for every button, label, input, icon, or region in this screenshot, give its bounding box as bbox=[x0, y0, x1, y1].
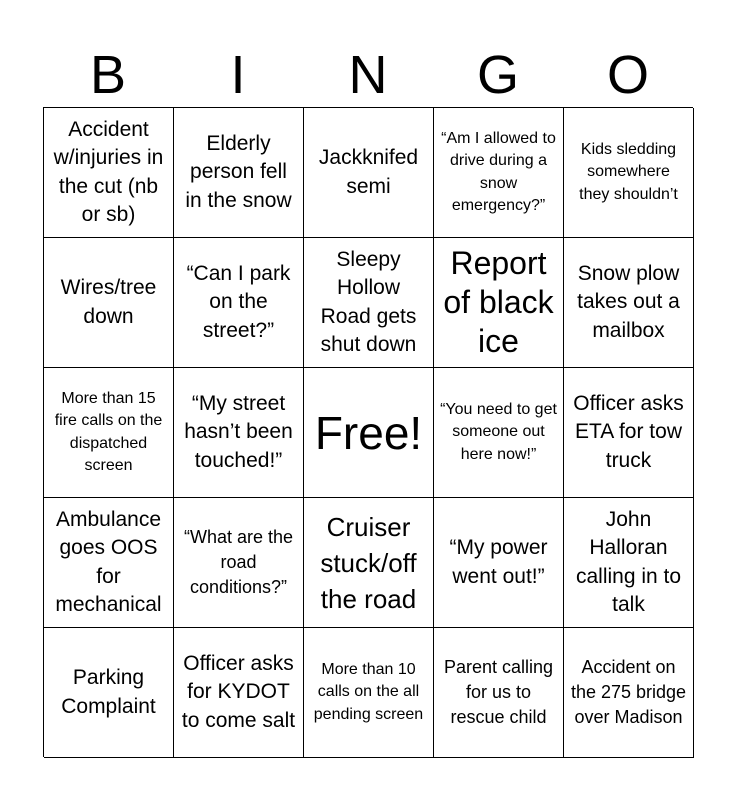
bingo-cell[interactable] bbox=[434, 238, 564, 368]
bingo-cell[interactable] bbox=[304, 498, 434, 628]
bingo-cell[interactable] bbox=[564, 368, 694, 498]
bingo-cell[interactable] bbox=[44, 498, 174, 628]
bingo-cell[interactable] bbox=[564, 238, 694, 368]
bingo-cell-text: Snow plow takes out a mailbox bbox=[577, 261, 680, 342]
bingo-cell-text: Cruiser stuck/off the road bbox=[320, 511, 417, 614]
bingo-cell[interactable] bbox=[174, 108, 304, 238]
bingo-cell[interactable] bbox=[304, 238, 434, 368]
free-space-text: Free! bbox=[314, 406, 423, 459]
bingo-cell-text: “Can I park on the street?” bbox=[186, 261, 291, 342]
bingo-cell[interactable] bbox=[44, 628, 174, 758]
bingo-cell[interactable] bbox=[304, 108, 434, 238]
bingo-cell-text: Wires/tree down bbox=[60, 276, 157, 328]
bingo-cell-text: Elderly person fell in the snow bbox=[185, 131, 292, 212]
bingo-cell-text: Kids sledding somewhere they shouldn’t bbox=[579, 140, 678, 203]
bingo-cell-text: John Halloran calling in to talk bbox=[575, 507, 682, 616]
header-letter-n: N bbox=[348, 45, 388, 105]
bingo-cell-text: More than 10 calls on the all pending screen bbox=[313, 660, 424, 723]
bingo-cell[interactable] bbox=[564, 498, 694, 628]
bingo-cell-text: “What are the road conditions?” bbox=[183, 527, 294, 597]
bingo-cell[interactable] bbox=[174, 628, 304, 758]
bingo-cell-text: Parking Complaint bbox=[61, 666, 156, 718]
bingo-cell-text: “Am I allowed to drive during a snow emergency?” bbox=[441, 129, 556, 214]
bingo-cell-text: Report of black ice bbox=[443, 245, 554, 359]
bingo-cell-text: “You need to get someone out here now!” bbox=[440, 400, 557, 463]
header-letter-o: O bbox=[606, 45, 649, 105]
bingo-cell[interactable] bbox=[44, 108, 174, 238]
bingo-cell[interactable] bbox=[564, 628, 694, 758]
header-letter-i: I bbox=[230, 45, 246, 105]
bingo-cell[interactable] bbox=[304, 628, 434, 758]
bingo-cell[interactable] bbox=[44, 238, 174, 368]
bingo-cell[interactable] bbox=[174, 498, 304, 628]
bingo-cell[interactable] bbox=[434, 108, 564, 238]
bingo-header bbox=[43, 44, 693, 106]
bingo-cell[interactable] bbox=[434, 498, 564, 628]
header-letter-b: B bbox=[89, 45, 127, 105]
bingo-cell-text: More than 15 fire calls on the dispatched screen bbox=[54, 389, 163, 474]
bingo-cell[interactable] bbox=[44, 368, 174, 498]
bingo-cell[interactable] bbox=[174, 368, 304, 498]
bingo-cell-text: Accident on the 275 bridge over Madison bbox=[570, 657, 687, 727]
bingo-cell-text: Officer asks for KYDOT to come salt bbox=[181, 651, 296, 732]
free-space-cell[interactable] bbox=[304, 368, 434, 498]
bingo-cell-text: “My street hasn’t been touched!” bbox=[184, 391, 293, 472]
bingo-cell-text: Accident w/injuries in the cut (nb or sb) bbox=[53, 117, 164, 226]
bingo-cell-text: Jackknifed semi bbox=[318, 146, 419, 198]
bingo-cell-text: Officer asks ETA for tow truck bbox=[573, 391, 684, 472]
bingo-card bbox=[43, 107, 693, 757]
bingo-cell[interactable] bbox=[564, 108, 694, 238]
bingo-cell[interactable] bbox=[434, 628, 564, 758]
bingo-cell-text: Ambulance goes OOS for mechanical bbox=[55, 507, 162, 616]
bingo-cell-text: Sleepy Hollow Road gets shut down bbox=[320, 247, 417, 356]
bingo-cell[interactable] bbox=[174, 238, 304, 368]
bingo-cell-text: Parent calling for us to rescue child bbox=[443, 657, 554, 727]
header-letter-g: G bbox=[476, 45, 519, 105]
bingo-cell[interactable] bbox=[434, 368, 564, 498]
bingo-cell-text: “My power went out!” bbox=[449, 536, 548, 588]
